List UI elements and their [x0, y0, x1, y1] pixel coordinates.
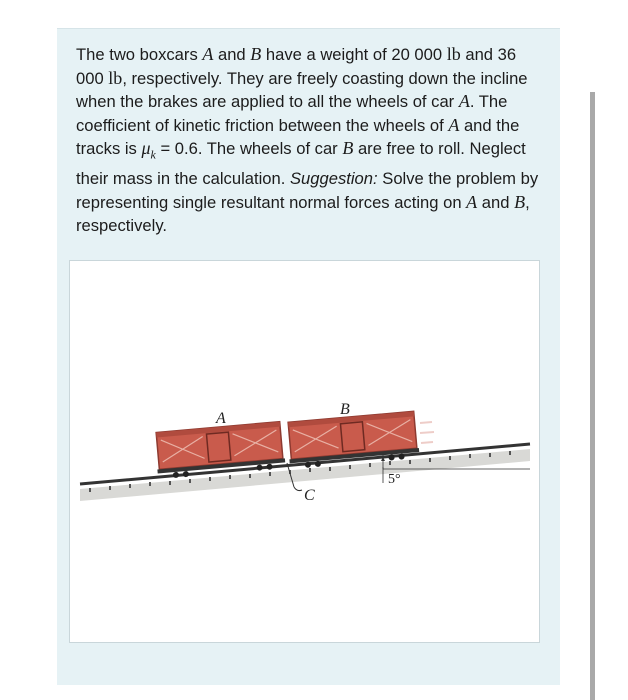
- unit-lb: lb: [446, 44, 461, 64]
- unit-lb: lb: [108, 67, 123, 88]
- var-car-a: A: [466, 191, 478, 212]
- motion-lines: [420, 422, 434, 443]
- boxcar-figure: [69, 260, 540, 643]
- var-car-b: B: [250, 44, 262, 64]
- var-car-a: A: [448, 114, 460, 135]
- suggestion-label: Suggestion:: [289, 169, 378, 189]
- problem-statement: The two boxcars A and B have a weight of 20 000 lb and 36 000 lb, respectively. They are freely coasting down the incline when the brakes are applied to all the wheels of car A. The coefficient of kinetic friction between the wheels of A and the tracks is $\mu_k = 0.6$. The wheels of car B are free to roll. Neglect their mass in the calculation. Suggestion: Solve the problem by representing single resultant normal forces acting on A and B, respectively.: [76, 44, 539, 236]
- label-car-b: B: [340, 401, 350, 418]
- var-car-a: A: [458, 91, 470, 112]
- var-mu-subscript: k: [150, 147, 156, 162]
- var-car-b: B: [514, 191, 526, 212]
- angle-label: 5°: [388, 472, 401, 487]
- scrollbar[interactable]: [590, 92, 595, 700]
- label-car-a: A: [216, 410, 226, 427]
- var-car-a: A: [202, 44, 214, 64]
- label-point-c: C: [304, 487, 315, 504]
- var-car-b: B: [342, 138, 354, 159]
- var-mu: μ: [141, 138, 151, 159]
- incline-diagram: [70, 261, 541, 644]
